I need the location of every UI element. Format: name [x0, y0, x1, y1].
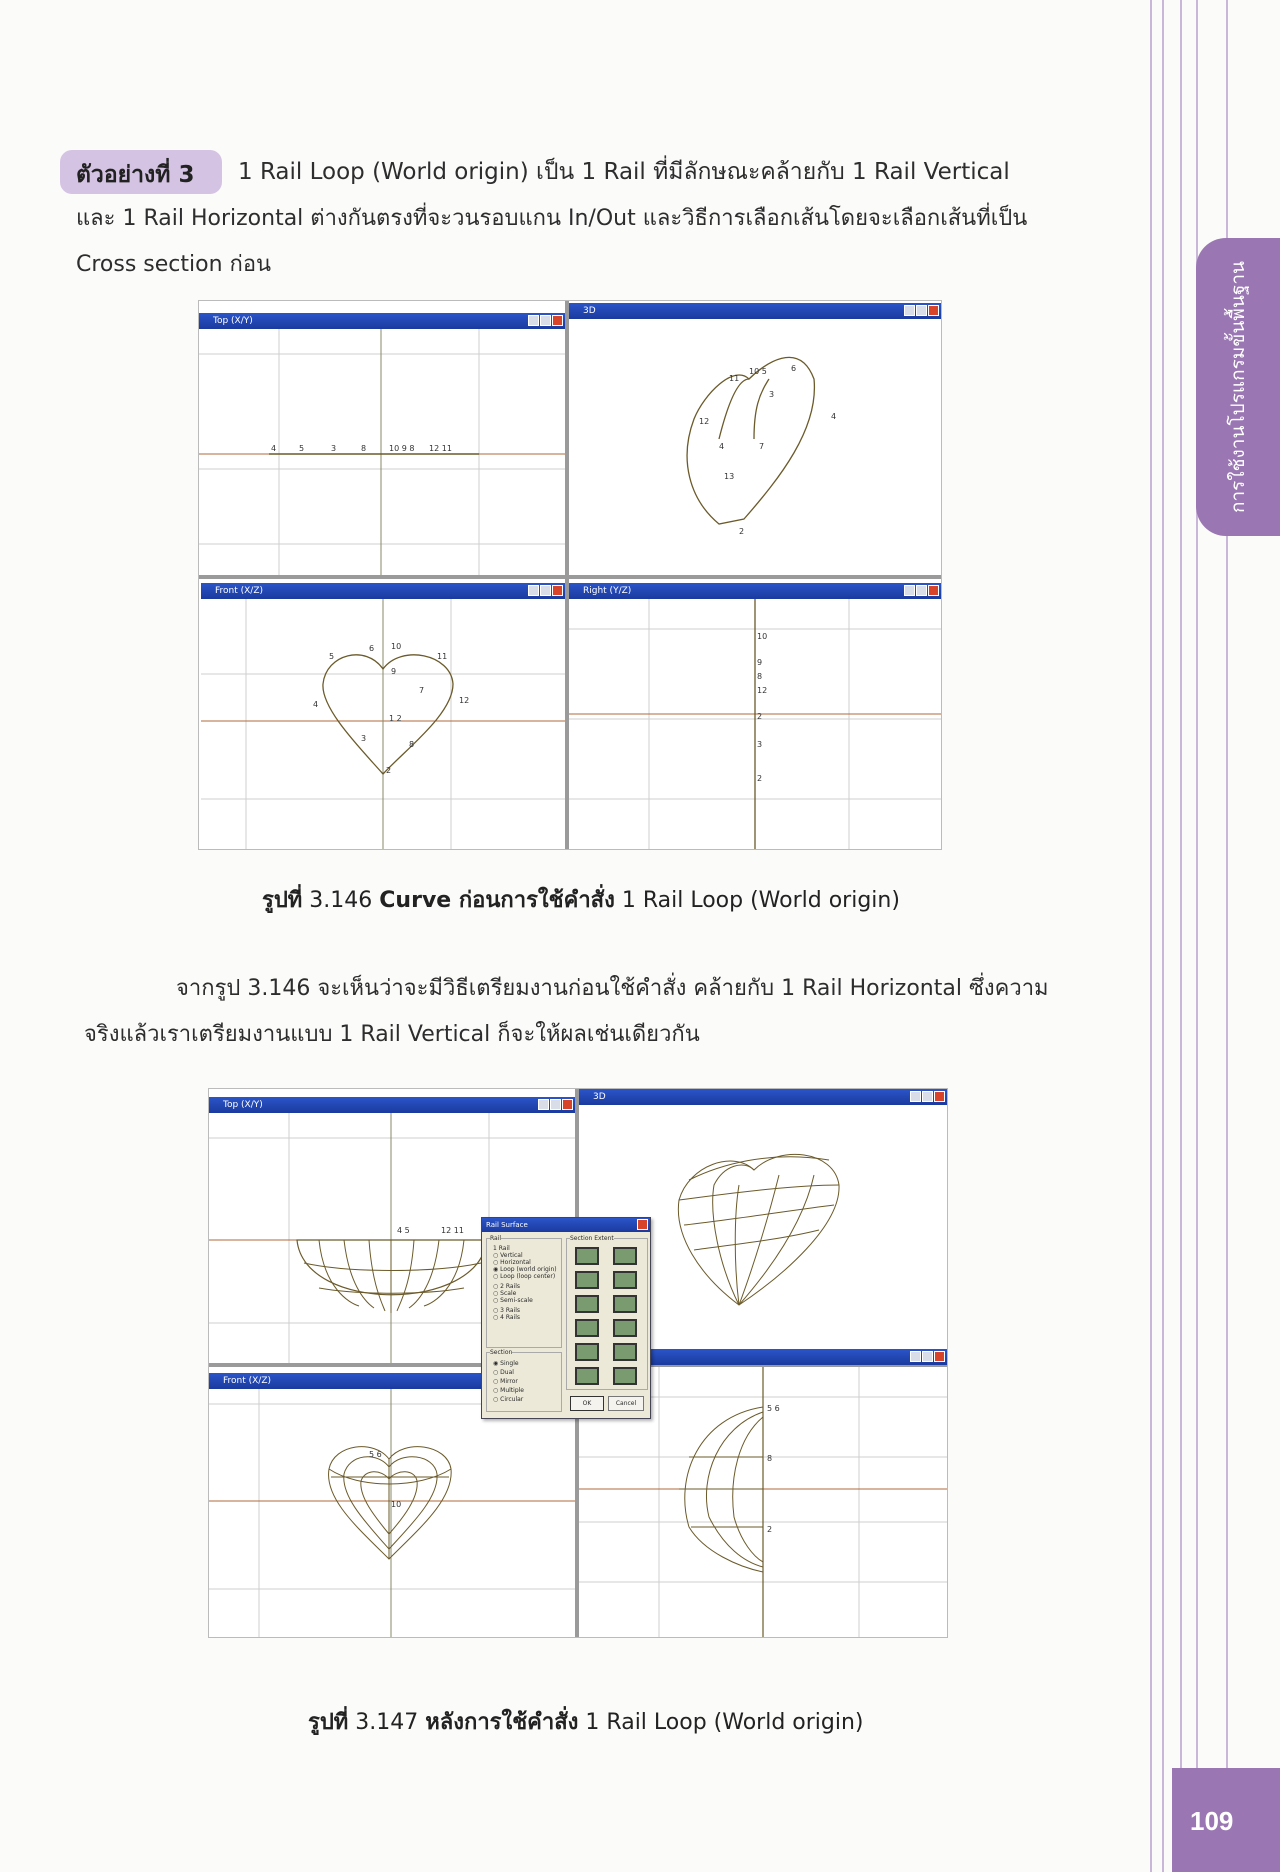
ok-button[interactable]: OK [570, 1396, 604, 1411]
viewport-divider [199, 575, 941, 579]
close-icon[interactable] [562, 1099, 573, 1110]
option-2-rails[interactable]: ○ 2 Rails [493, 1283, 521, 1290]
rail-group-label: Rail [490, 1235, 502, 1242]
svg-text:3: 3 [757, 740, 763, 749]
viewport-3d[interactable] [569, 319, 941, 569]
extent-button[interactable] [575, 1343, 599, 1361]
close-icon[interactable] [934, 1351, 945, 1362]
section-extent-group [566, 1235, 648, 1390]
svg-text:1 2: 1 2 [389, 714, 402, 723]
figure-3-146-caption: รูปที่ 3.146 Curve ก่อนการใช้คำสั่ง 1 Rail Loop (World origin) [262, 888, 900, 913]
svg-text:7: 7 [419, 686, 425, 695]
example-line-1: 1 Rail Loop (World origin) เป็น 1 Rail ที่มีลักษณะคล้ายกับ 1 Rail Vertical [238, 159, 1010, 185]
figure-3-147-screenshot [208, 1088, 948, 1638]
viewport-right[interactable] [569, 599, 941, 849]
svg-text:9: 9 [391, 667, 397, 676]
close-icon[interactable] [934, 1091, 945, 1102]
viewport-front[interactable] [209, 1389, 575, 1637]
maximize-icon[interactable] [916, 585, 927, 596]
maximize-icon[interactable] [922, 1091, 933, 1102]
margin-line [1162, 0, 1164, 1872]
chapter-tab-label: การใช้งานโปรแกรมขั้นพื้นฐาน [1227, 260, 1249, 514]
extent-button[interactable] [613, 1367, 637, 1385]
minimize-icon[interactable] [904, 585, 915, 596]
minimize-icon[interactable] [538, 1099, 549, 1110]
option-loop-world-origin[interactable]: ◉ Loop (world origin) [493, 1266, 557, 1273]
svg-text:4: 4 [719, 442, 725, 451]
svg-text:4: 4 [313, 700, 319, 709]
extent-button[interactable] [575, 1295, 599, 1313]
section-group [486, 1349, 562, 1412]
svg-text:2: 2 [757, 774, 763, 783]
svg-text:8: 8 [409, 740, 415, 749]
body-line-2: จริงแล้วเราเตรียมงานแบบ 1 Rail Vertical ก็จะให้ผลเช่นเดียวกัน [84, 1022, 700, 1047]
option-dual[interactable]: ○ Dual [493, 1369, 514, 1376]
svg-text:6: 6 [791, 364, 797, 373]
svg-text:11: 11 [729, 374, 740, 383]
minimize-icon[interactable] [910, 1351, 921, 1362]
svg-text:12: 12 [459, 696, 470, 705]
example-line-3: Cross section ก่อน [76, 252, 272, 277]
extent-button[interactable] [613, 1295, 637, 1313]
svg-text:10: 10 [391, 1500, 402, 1509]
svg-text:4: 4 [271, 444, 277, 453]
svg-text:3: 3 [331, 444, 337, 453]
svg-text:8: 8 [757, 672, 763, 681]
viewport-3d-titlebar: 3D [569, 303, 941, 319]
section-group-label: Section [490, 1349, 513, 1356]
svg-text:2: 2 [739, 527, 745, 536]
margin-line [1180, 0, 1182, 1872]
option-circular[interactable]: ○ Circular [493, 1396, 524, 1403]
svg-text:12: 12 [699, 417, 710, 426]
maximize-icon[interactable] [550, 1099, 561, 1110]
svg-text:4: 4 [831, 412, 837, 421]
svg-text:12 11: 12 11 [441, 1226, 464, 1235]
maximize-icon[interactable] [922, 1351, 933, 1362]
svg-text:4 5: 4 5 [397, 1226, 410, 1235]
svg-text:10 9 8: 10 9 8 [389, 444, 415, 453]
maximize-icon[interactable] [916, 305, 927, 316]
extent-button[interactable] [575, 1247, 599, 1265]
page-number: 109 [1190, 1806, 1234, 1836]
minimize-icon[interactable] [528, 315, 539, 326]
viewport-front-titlebar: Front (X/Z) [201, 583, 565, 599]
svg-text:2: 2 [386, 766, 392, 775]
svg-text:8: 8 [361, 444, 367, 453]
viewport-top[interactable] [199, 329, 565, 575]
example-line-2: และ 1 Rail Horizontal ต่างกันตรงที่จะวนรอบแกน In/Out และวิธีการเลือกเส้นโดยจะเลือกเส้นที่เป็น [76, 206, 1028, 231]
svg-text:10: 10 [391, 642, 402, 651]
svg-text:10 5: 10 5 [749, 367, 767, 376]
svg-text:13: 13 [724, 472, 735, 481]
maximize-icon[interactable] [540, 585, 551, 596]
svg-text:12: 12 [757, 686, 768, 695]
viewport-top-titlebar: Top (X/Y) [199, 313, 565, 329]
option-scale[interactable]: ○ Scale [493, 1290, 517, 1297]
viewport-3d-titlebar: 3D [579, 1089, 947, 1105]
dialog-titlebar: Rail Surface [482, 1218, 650, 1232]
rail-group [486, 1235, 562, 1348]
section-extent-label: Section Extent [570, 1235, 614, 1242]
option-vertical[interactable]: ○ Vertical [493, 1252, 523, 1259]
extent-button[interactable] [575, 1271, 599, 1289]
svg-text:12 11: 12 11 [429, 444, 452, 453]
svg-text:5: 5 [329, 652, 335, 661]
cancel-button[interactable]: Cancel [608, 1396, 644, 1411]
figure-3-146-screenshot [198, 300, 942, 850]
svg-text:2: 2 [767, 1525, 773, 1534]
option-horizontal[interactable]: ○ Horizontal [493, 1259, 531, 1266]
maximize-icon[interactable] [540, 315, 551, 326]
svg-text:3: 3 [361, 734, 367, 743]
viewport-right-titlebar: Right (Y/Z) [569, 583, 941, 599]
svg-text:2: 2 [757, 712, 763, 721]
svg-text:7: 7 [759, 442, 765, 451]
svg-text:3: 3 [769, 390, 775, 399]
svg-text:5: 5 [299, 444, 305, 453]
dialog-close-icon[interactable] [637, 1219, 648, 1230]
extent-button[interactable] [613, 1319, 637, 1337]
minimize-icon[interactable] [904, 305, 915, 316]
extent-button[interactable] [575, 1367, 599, 1385]
option-semi-scale[interactable]: ○ Semi-scale [493, 1297, 533, 1304]
body-line-1: จากรูป 3.146 จะเห็นว่าจะมีวิธีเตรียมงานก่อนใช้คำสั่ง คล้ายกับ 1 Rail Horizontal ซึ่งความ [176, 976, 1049, 1001]
svg-text:5 6: 5 6 [369, 1450, 382, 1459]
svg-text:8: 8 [767, 1454, 773, 1463]
svg-text:6: 6 [369, 644, 375, 653]
viewport-top-titlebar: Top (X/Y) [209, 1097, 575, 1113]
minimize-icon[interactable] [528, 585, 539, 596]
extent-button[interactable] [613, 1247, 637, 1265]
option-mirror[interactable]: ○ Mirror [493, 1378, 518, 1385]
rail-1-label: 1 Rail [493, 1245, 510, 1252]
extent-button[interactable] [575, 1319, 599, 1337]
option-single[interactable]: ◉ Single [493, 1360, 519, 1367]
minimize-icon[interactable] [910, 1091, 921, 1102]
extent-button[interactable] [613, 1343, 637, 1361]
figure-3-147-caption: รูปที่ 3.147 หลังการใช้คำสั่ง 1 Rail Loop (World origin) [308, 1710, 864, 1735]
margin-line [1150, 0, 1152, 1872]
option-3-rails[interactable]: ○ 3 Rails [493, 1307, 521, 1314]
example-badge: ตัวอย่างที่ 3 [60, 150, 222, 194]
svg-text:5 6: 5 6 [767, 1404, 780, 1413]
close-icon[interactable] [928, 585, 939, 596]
option-4-rails[interactable]: ○ 4 Rails [493, 1314, 521, 1321]
option-loop-center[interactable]: ○ Loop (loop center) [493, 1273, 556, 1280]
extent-button[interactable] [613, 1271, 637, 1289]
svg-text:11: 11 [437, 652, 448, 661]
close-icon[interactable] [552, 585, 563, 596]
svg-text:9: 9 [757, 658, 763, 667]
svg-text:10: 10 [757, 632, 768, 641]
close-icon[interactable] [552, 315, 563, 326]
close-icon[interactable] [928, 305, 939, 316]
option-multiple[interactable]: ○ Multiple [493, 1387, 524, 1394]
rail-surface-dialog [481, 1217, 651, 1419]
viewport-front[interactable] [201, 599, 565, 849]
viewport-front-titlebar: Front (X/Z) [209, 1373, 575, 1389]
